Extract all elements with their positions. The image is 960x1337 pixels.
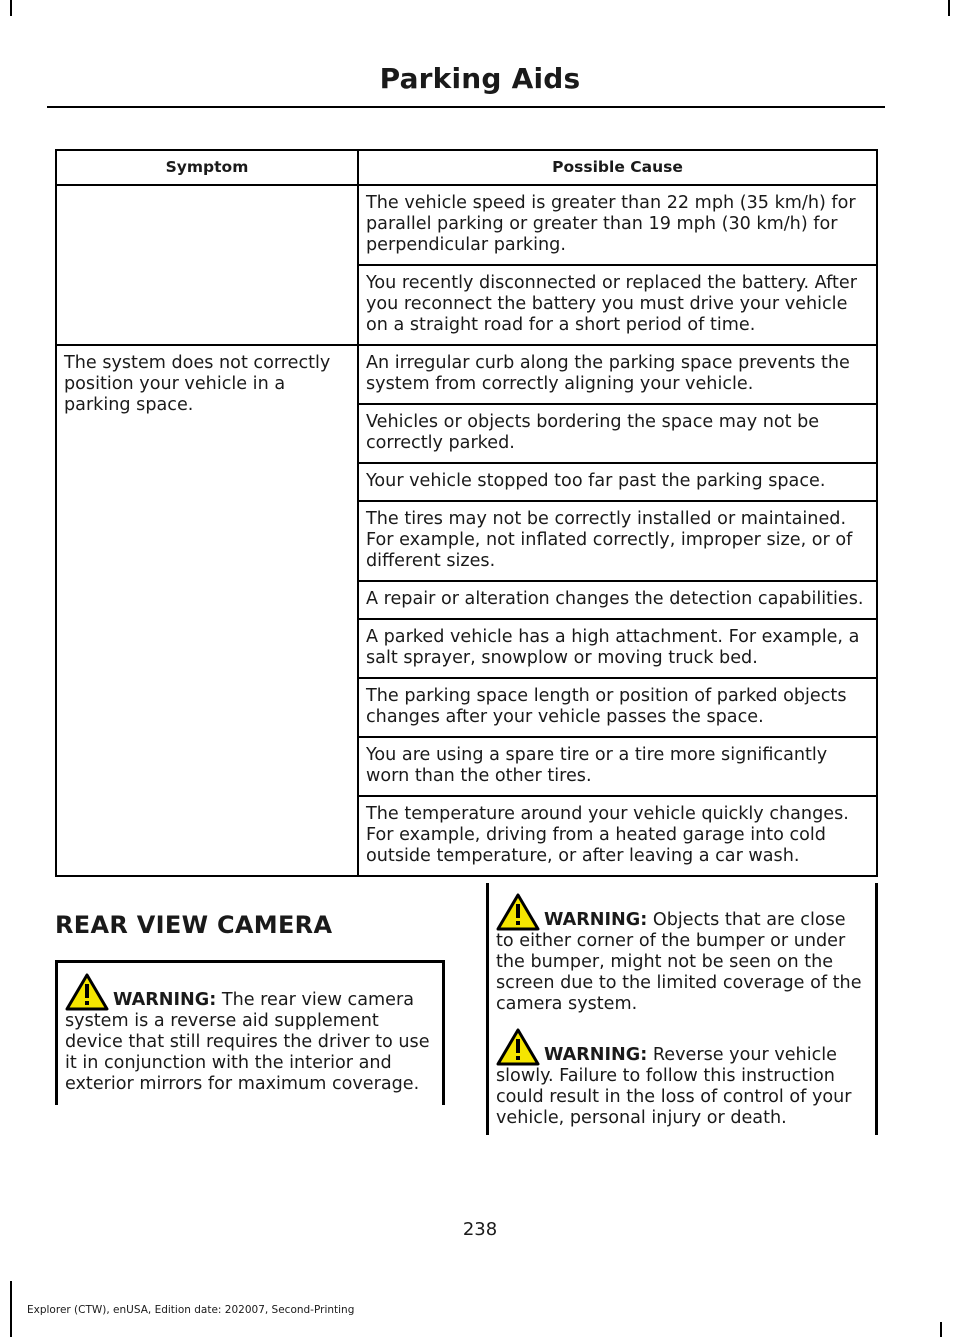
cause-cell: The parking space length or position of parked objects changes after your vehicle passes the space. [358, 678, 877, 737]
cause-cell: You are using a spare tire or a tire more significantly worn than the other tires. [358, 737, 877, 796]
page-title: Parking Aids [379, 62, 581, 95]
cause-cell: Vehicles or objects bordering the space may not be correctly parked. [358, 404, 877, 463]
warning-box-right [486, 883, 878, 1135]
warning-triangle-icon [496, 893, 540, 931]
warning-paragraph [489, 1015, 875, 1129]
page-number: 238 [462, 1219, 498, 1240]
crop-mark-bottom-right [940, 1322, 942, 1337]
warning-box-left [55, 960, 445, 1105]
warning-label: WARNING: [544, 1045, 648, 1065]
section-heading: REAR VIEW CAMERA [55, 911, 333, 939]
warning-label: WARNING: [544, 910, 648, 930]
crop-mark-top-left [10, 0, 12, 16]
symptom-cause-table [55, 149, 878, 877]
crop-mark-top-right [948, 0, 950, 16]
cause-cell: A parked vehicle has a high attachment. For example, a salt sprayer, snowplow or moving truck bed. [358, 619, 877, 678]
edition-footer: Explorer (CTW), enUSA, Edition date: 202007, Second-Printing [27, 1304, 355, 1316]
warning-paragraph [58, 963, 442, 1095]
symptom-cell [56, 185, 358, 345]
symptom-column-header: Symptom [56, 150, 358, 185]
table-header-row [56, 150, 877, 185]
warning-text: Reverse your vehicle slowly. Failure to follow this instruction could result in the loss of control of your vehicle, personal injury or death. [496, 1045, 852, 1128]
cause-column-header: Possible Cause [358, 150, 877, 185]
cause-cell: The vehicle speed is greater than 22 mph (35 km/h) for parallel parking or greater than 19 mph (30 km/h) for perpendicular parking. [358, 185, 877, 265]
symptom-cell: The system does not correctly position your vehicle in a parking space. [56, 345, 358, 876]
cause-cell: An irregular curb along the parking space prevents the system from correctly aligning your vehicle. [358, 345, 877, 404]
cause-cell: Your vehicle stopped too far past the parking space. [358, 463, 877, 501]
warning-paragraph [489, 883, 875, 1015]
warning-text: Objects that are close to either corner of the bumper or under the bumper, might not be seen on the screen due to the limited coverage of the camera system. [496, 910, 862, 1014]
warning-label: WARNING: [113, 990, 217, 1010]
cause-cell: The temperature around your vehicle quickly changes. For example, driving from a heated garage into cold outside temperature, or after leaving a car wash. [358, 796, 877, 876]
crop-mark-bottom-left [10, 1281, 12, 1337]
table-row [56, 345, 877, 404]
table-row [56, 185, 877, 265]
warning-triangle-icon [496, 1028, 540, 1066]
cause-cell: You recently disconnected or replaced the battery. After you reconnect the battery you must drive your vehicle on a straight road for a short period of time. [358, 265, 877, 345]
warning-triangle-icon [65, 973, 109, 1011]
header-divider [47, 106, 885, 108]
cause-cell: A repair or alteration changes the detection capabilities. [358, 581, 877, 619]
warning-text: The rear view camera system is a reverse aid supplement device that still requires the driver to use it in conjunction with the interior and exterior mirrors for maximum coverage. [65, 990, 430, 1094]
cause-cell: The tires may not be correctly installed or maintained. For example, not inflated correctly, improper size, or of different sizes. [358, 501, 877, 581]
